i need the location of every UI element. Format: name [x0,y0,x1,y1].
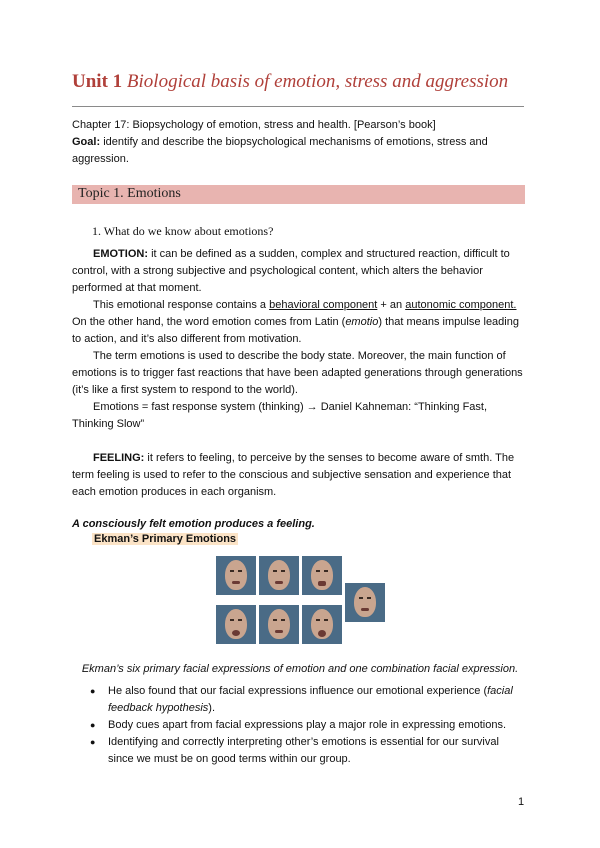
response-plus: + an [380,299,403,311]
unit-number: Unit 1 [72,71,123,92]
response-post: ) that means impulse leading to action, and it’s also different from motivation. [72,316,519,345]
emotion-text: it can be defined as a sudden, complex and structured reaction, difficult to control, with a strong subjective and psychological content, which alters the behavior performed at that moment. [72,248,510,294]
felt-line [72,516,524,533]
face-image-5 [259,605,299,650]
term-paragraph [72,348,524,399]
ekman-heading: Ekman’s Primary Emotions [94,533,237,545]
topic-heading [72,185,525,204]
felt-line-text: A consciously felt emotion produces a feeling. [72,518,315,530]
face-image-6 [302,605,342,650]
unit-title [72,71,532,93]
title-divider [72,106,524,107]
goal-line [72,134,528,168]
goal-label: Goal: [72,136,101,148]
feeling-text: it refers to feeling, to perceive by the senses to become aware of smth. The term feeling is used to refer to the conscious and subjective sensation and experience that each emotion produces in each organism. [72,452,515,498]
unit-name: Biological basis of emotion, stress and aggression [126,71,509,92]
goal-text: identify and describe the biopsychological mechanisms of emotions, stress and aggression. [72,136,488,165]
face-image-3 [302,556,342,601]
emotion-label: EMOTION: [93,248,148,260]
face-image-1 [216,556,256,601]
bullet-item [90,683,520,717]
term-text: The term emotions is used to describe the body state. Moreover, the main function of emotions is to trigger fast reactions that have been adapted generations through generations (it’s like a first system to respond to the world). [72,350,523,396]
emotion-definition [72,246,524,297]
response-paragraph [72,297,524,348]
response-mid: On the other hand, the word emotion comes from Latin ( [72,316,346,328]
feeling-label: FEELING: [93,452,145,464]
response-pre: This emotional response contains a [93,299,267,311]
feeling-definition [72,450,524,501]
question-heading: 1. What do we know about emotions? [92,224,274,238]
bullet-1-post: ). [208,702,216,714]
face-image-2 [259,556,299,601]
behavioral-component: behavioral component [269,299,378,311]
page-number: 1 [518,796,525,808]
kahneman-text: Emotions = fast response system (thinking) → Daniel Kahneman: “Thinking Fast, Thinking Slow” [72,401,488,430]
face-image-4 [216,605,256,650]
bullet-item: ● Identifying and correctly interpreting other’s emotions is essential for our survival since we must be on good terms within our group. [90,734,520,768]
autonomic-component: autonomic component. [405,299,517,311]
bullet-1-italic: facial feedback hypothesis [108,685,513,714]
topic-heading-text: Topic 1. Emotions [78,186,181,201]
latin-word: emotio [345,316,379,328]
bullet-1-pre: He also found that our facial expressions influence our emotional experience ( [108,685,488,697]
face-image-combination [345,583,385,628]
chapter-line: Chapter 17: Biopsychology of emotion, stress and health. [Pearson’s book] [72,119,436,131]
bullet-item: ● Body cues apart from facial expressions play a major role in expressing emotions. [90,717,520,734]
figure-caption: Ekman’s six primary facial expressions of emotion and one combination facial expression. [81,663,519,675]
bullet-list [90,683,520,768]
kahneman-paragraph [72,399,524,433]
ekman-faces-figure [216,556,386,656]
